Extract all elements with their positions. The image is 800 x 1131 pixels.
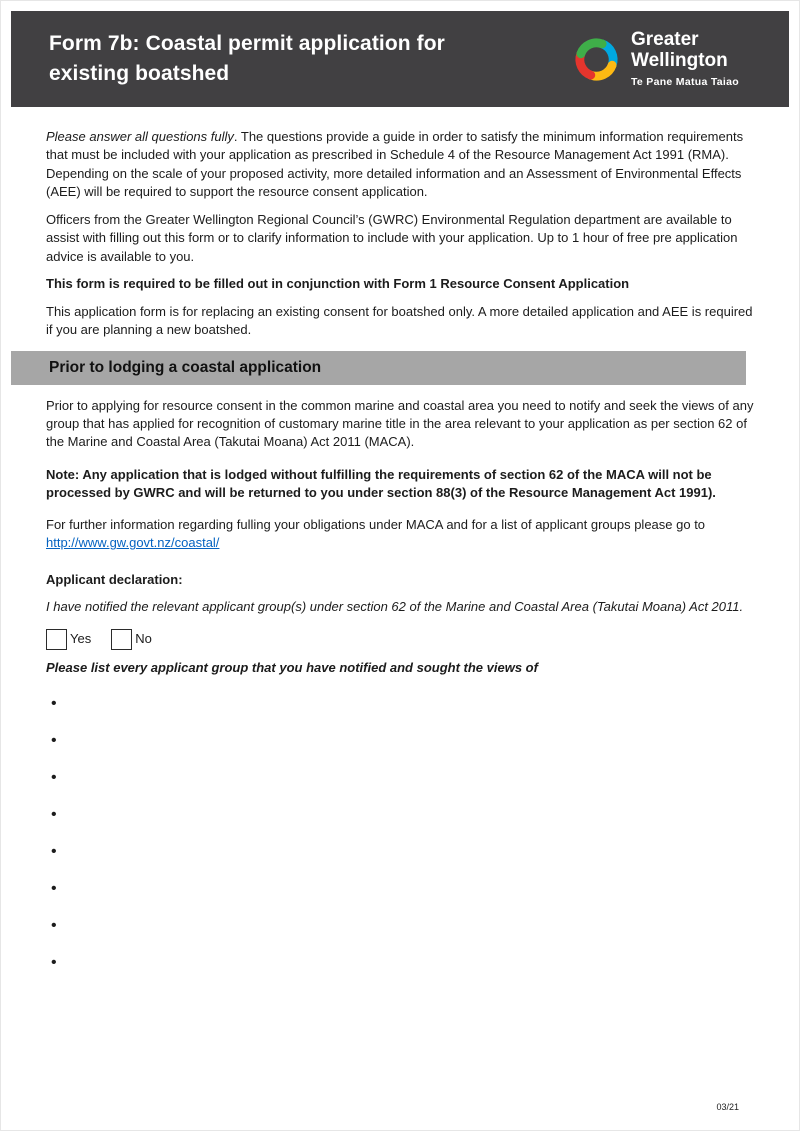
gw-logo-name-line2: Wellington bbox=[630, 49, 728, 71]
coastal-link[interactable]: http://www.gw.govt.nz/coastal/ bbox=[46, 535, 220, 551]
intro-paragraph-3: This form is required to be filled out in conjunction with Form 1 Resource Consent Application bbox=[46, 276, 630, 292]
intro-paragraph-4: This application form is for replacing an existing consent for boatshed only. A more detailed application and AEE is required if you are planning a new boatshed. bbox=[46, 303, 753, 338]
form-title bbox=[49, 29, 445, 89]
gw-logo-name-line1: Greater bbox=[630, 29, 699, 51]
applicant-declaration-text: I have notified the relevant applicant group(s) under section 62 of the Marine and Coastal Area (Takutai Moana) Act 2011. bbox=[46, 599, 744, 615]
applicant-group-bullet bbox=[46, 842, 754, 879]
section-body bbox=[46, 397, 754, 991]
gw-logo bbox=[573, 30, 739, 88]
form-title-line2: existing boatshed bbox=[49, 62, 230, 85]
applicant-group-bullet bbox=[46, 768, 754, 805]
further-info-text bbox=[46, 516, 754, 553]
form-title-line1: Form 7b: Coastal permit application for bbox=[49, 32, 445, 56]
applicant-group-bullet bbox=[46, 694, 754, 731]
applicant-group-bullet bbox=[46, 805, 754, 842]
intro-paragraph-1-rest: . The questions provide a guide in order to satisfy the minimum information requirements that must be included with your application as prescribed in Schedule 4 of the Resource Management Act 1991 (RMA). Depending on the scale of your proposed activity, more detailed information and an Assessment of Environmental Effects (AEE) will be required to support the resource consent application. bbox=[46, 129, 744, 200]
gw-logo-text bbox=[631, 30, 739, 88]
no-label: No bbox=[135, 630, 152, 646]
gw-logo-name bbox=[631, 30, 739, 71]
applicant-group-bullet bbox=[46, 916, 754, 953]
applicant-group-bullet bbox=[46, 731, 754, 768]
gw-logo-tagline: Te Pane Matua Taiao bbox=[630, 75, 739, 88]
applicant-group-list bbox=[46, 694, 754, 990]
section-note: Note: Any application that is lodged without fulfilling the requirements of section 62 of the MACA will not be processed by GWRC and will be returned to you under section 88(3) of the Resource Management Act 1991). bbox=[46, 466, 716, 501]
intro-paragraph-2: Officers from the Greater Wellington Regional Council’s (GWRC) Environmental Regulation department are available to assist with filling out this form or to clarify information to include with your application. Up to 1 hour of free pre application advice is available to you. bbox=[46, 211, 738, 264]
section-paragraph-1: Prior to applying for resource consent in the common marine and coastal area you need to notify and seek the views of any group that has applied for recognition of customary marine title in the area relevant to your application as per section 62 of the Marine and Coastal Area (Takutai Moana) Act 2011 (MACA). bbox=[46, 397, 754, 450]
yes-label: Yes bbox=[70, 630, 92, 646]
form-header bbox=[11, 11, 789, 107]
declaration-options bbox=[46, 629, 754, 650]
applicant-list-prompt: Please list every applicant group that you have notified and sought the views of bbox=[46, 659, 538, 675]
form-body bbox=[46, 107, 754, 990]
applicant-group-bullet bbox=[46, 879, 754, 916]
applicant-declaration-heading: Applicant declaration: bbox=[46, 571, 183, 587]
yes-checkbox[interactable] bbox=[46, 629, 67, 650]
no-checkbox[interactable] bbox=[111, 629, 132, 650]
intro-paragraph-1-italic: Please answer all questions fully bbox=[46, 129, 234, 144]
gw-swirl-icon bbox=[573, 36, 620, 83]
version-code: 03/21 bbox=[716, 1102, 739, 1112]
applicant-group-bullet bbox=[46, 953, 754, 990]
section-heading-prior-to-lodging: Prior to lodging a coastal application bbox=[11, 351, 746, 385]
further-info-line: For further information regarding fulling your obligations under MACA and for a list of applicant groups please go to bbox=[46, 516, 706, 532]
intro-paragraph-1 bbox=[46, 128, 754, 202]
